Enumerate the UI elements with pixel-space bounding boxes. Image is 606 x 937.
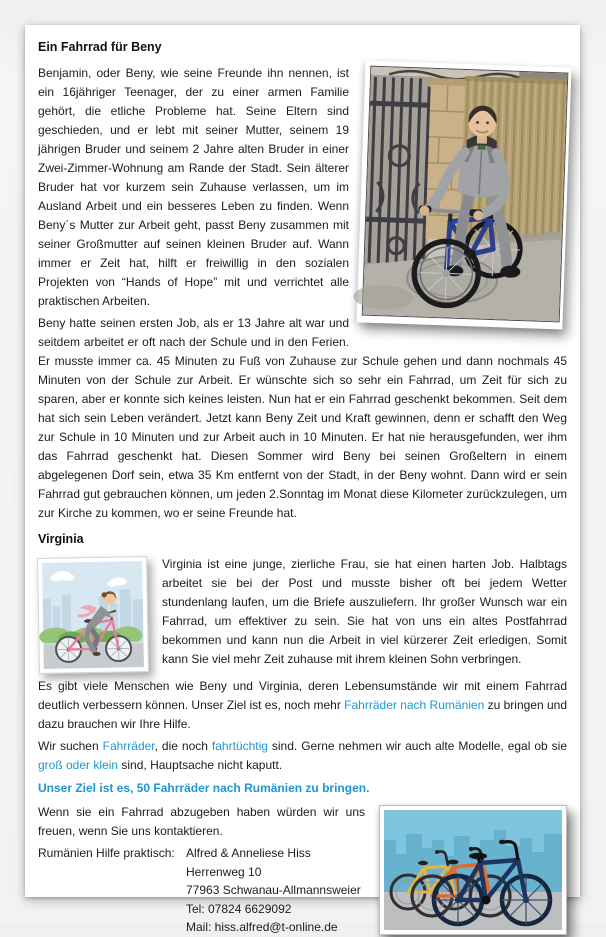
appeal-p2-text-d: sind, Hauptsache nicht kaputt. bbox=[118, 758, 282, 772]
contact-block bbox=[38, 844, 365, 937]
appeal-p2-highlight-2: fahrtüchtig bbox=[212, 739, 268, 753]
contact-name: Alfred & Anneliese Hiss bbox=[186, 844, 361, 863]
appeal-p2-text-b: , die noch bbox=[155, 739, 212, 753]
contact-city: 77963 Schwanau-Allmannsweier bbox=[186, 881, 361, 900]
appeal-p1-text-a: Es gibt viele Menschen wie Beny und Virginia, deren Lebensumstände wir mit einem Fahrrad deutlich verbessern können. Unser Ziel ist es, noch mehr bbox=[38, 679, 567, 712]
appeal-p2-text-c: sind. Gerne nehmen wir auch alte Modelle, egal ob sie bbox=[268, 739, 567, 753]
contact-phone: Tel: 07824 6629092 bbox=[186, 900, 361, 919]
intro-paragraph-1: Benjamin, oder Beny, wie seine Freunde ihn nennen, ist ein 16jähriger Teenager, der zu einer armen Familie gehört, die etliche Probleme hat. Seine Eltern sind geschieden, und er lebt mit seiner Mutter, seinem 19 jährigen Bruder und seinem 2 Jahre alten Bruder in einer Zwei-Zimmer-Wohnung am Rande der Stadt. Sein älterer Bruder hat vor kurzem sein Zuhause verlassen, um im Ausland Arbeit und ein besseres Leben zu finden. Wenn Beny´s Mutter zur Arbeit geht, passt Beny zusammen mit seiner Großmutter auf seinen kleinen Bruder auf. Wann immer er Zeit hat, hilft er freiwillig in den sozialen Projekten von “Hands of Hope” mit und verrichtet alle praktischen Arbeiten. bbox=[38, 64, 567, 311]
contact-street: Herrenweg 10 bbox=[186, 863, 361, 882]
beny-photo bbox=[356, 60, 571, 329]
appeal-p1-text-b: zu bringen und dazu brauchen wir Ihre Hilfe. bbox=[38, 698, 567, 731]
appeal-p2-highlight-3: groß oder klein bbox=[38, 758, 118, 772]
closing-paragraph: Wenn sie ein Fahrrad abzugeben haben würden wir uns freuen, wenn Sie uns kontaktieren. bbox=[38, 803, 567, 841]
bicycles-clipart bbox=[379, 805, 567, 935]
contact-email: Mail: hiss.alfred@t-online.de bbox=[186, 918, 361, 937]
virginia-heading: Virginia bbox=[38, 530, 567, 549]
contact-label: Rumänien Hilfe praktisch: bbox=[38, 844, 186, 937]
appeal-p2-highlight-1: Fahrräder bbox=[103, 739, 155, 753]
contact-lines bbox=[186, 844, 361, 937]
intro-paragraph-2: Beny hatte seinen ersten Job, als er 13 Jahre alt war und seitdem arbeitet er oft nach der Schule und in den Ferien. Er musste immer ca. 45 Minuten zu Fuß von Zuhause zur Schule gehen und dann nochmals 45 Minuten von der Schule zur Arbeit. Er wünschte sich so sehr ein Fahrrad, um Zeit für sich zu sparen, aber er konnte sich keines leisten. Nun hat er ein Fahrrad geschenkt bekommen. Seit dem hat sich sein Leben verändert. Jetzt kann Beny Zeit und Kraft gewinnen, denn er schafft den Weg zur Schule in 10 Minuten und zur Arbeit auch in 10 Minuten. Er hat nie herausgefunden, wer ihm das Fahrrad geschenkt hat. Diesen Sommer wird Beny bei seinen Großeltern in einem abgelegenen Dorf sein, etwa 35 Km entfernt von der Stadt, in der Beny wohnt. Dann wird er sein Fahrrad gut gebrauchen können, um jeden 2.Sonntag im Monat diese Kilometer zurückzulegen, um zur Kirche zu kommen, wo er seine Freunde hat. bbox=[38, 314, 567, 523]
goal-line: Unser Ziel ist es, 50 Fahrräder nach Rumänien zu bringen. bbox=[38, 779, 567, 798]
appeal-p2-text-a: Wir suchen bbox=[38, 739, 103, 753]
appeal-paragraph-1 bbox=[38, 677, 567, 734]
virginia-clipart bbox=[37, 556, 149, 674]
bicycles-image bbox=[384, 810, 562, 930]
document-title: Ein Fahrrad für Beny bbox=[38, 38, 567, 57]
virginia-paragraph: Virginia ist eine junge, zierliche Frau, sie hat einen harten Job. Halbtags arbeitet sie bei der Post und musste bisher oft bei jedem Wetter stundenlang laufen, um die Briefe auszuliefern. Ihr großer Wunsch war ein Fahrrad, um effektiver zu sein. Sie hat von uns ein altes Postfahrrad bekommen und kann nun die Arbeit in viel kürzerer Zeit erledigen. Somit kann Sie viel mehr Zeit zuhause mit ihrem kleinen Sohn verbringen. bbox=[38, 555, 567, 669]
beny-photo-image bbox=[362, 66, 569, 323]
document-page bbox=[25, 25, 580, 897]
appeal-p1-highlight: Fahrräder nach Rumänien bbox=[344, 698, 484, 712]
virginia-bicycle-image bbox=[42, 561, 144, 669]
appeal-paragraph-2 bbox=[38, 737, 567, 775]
